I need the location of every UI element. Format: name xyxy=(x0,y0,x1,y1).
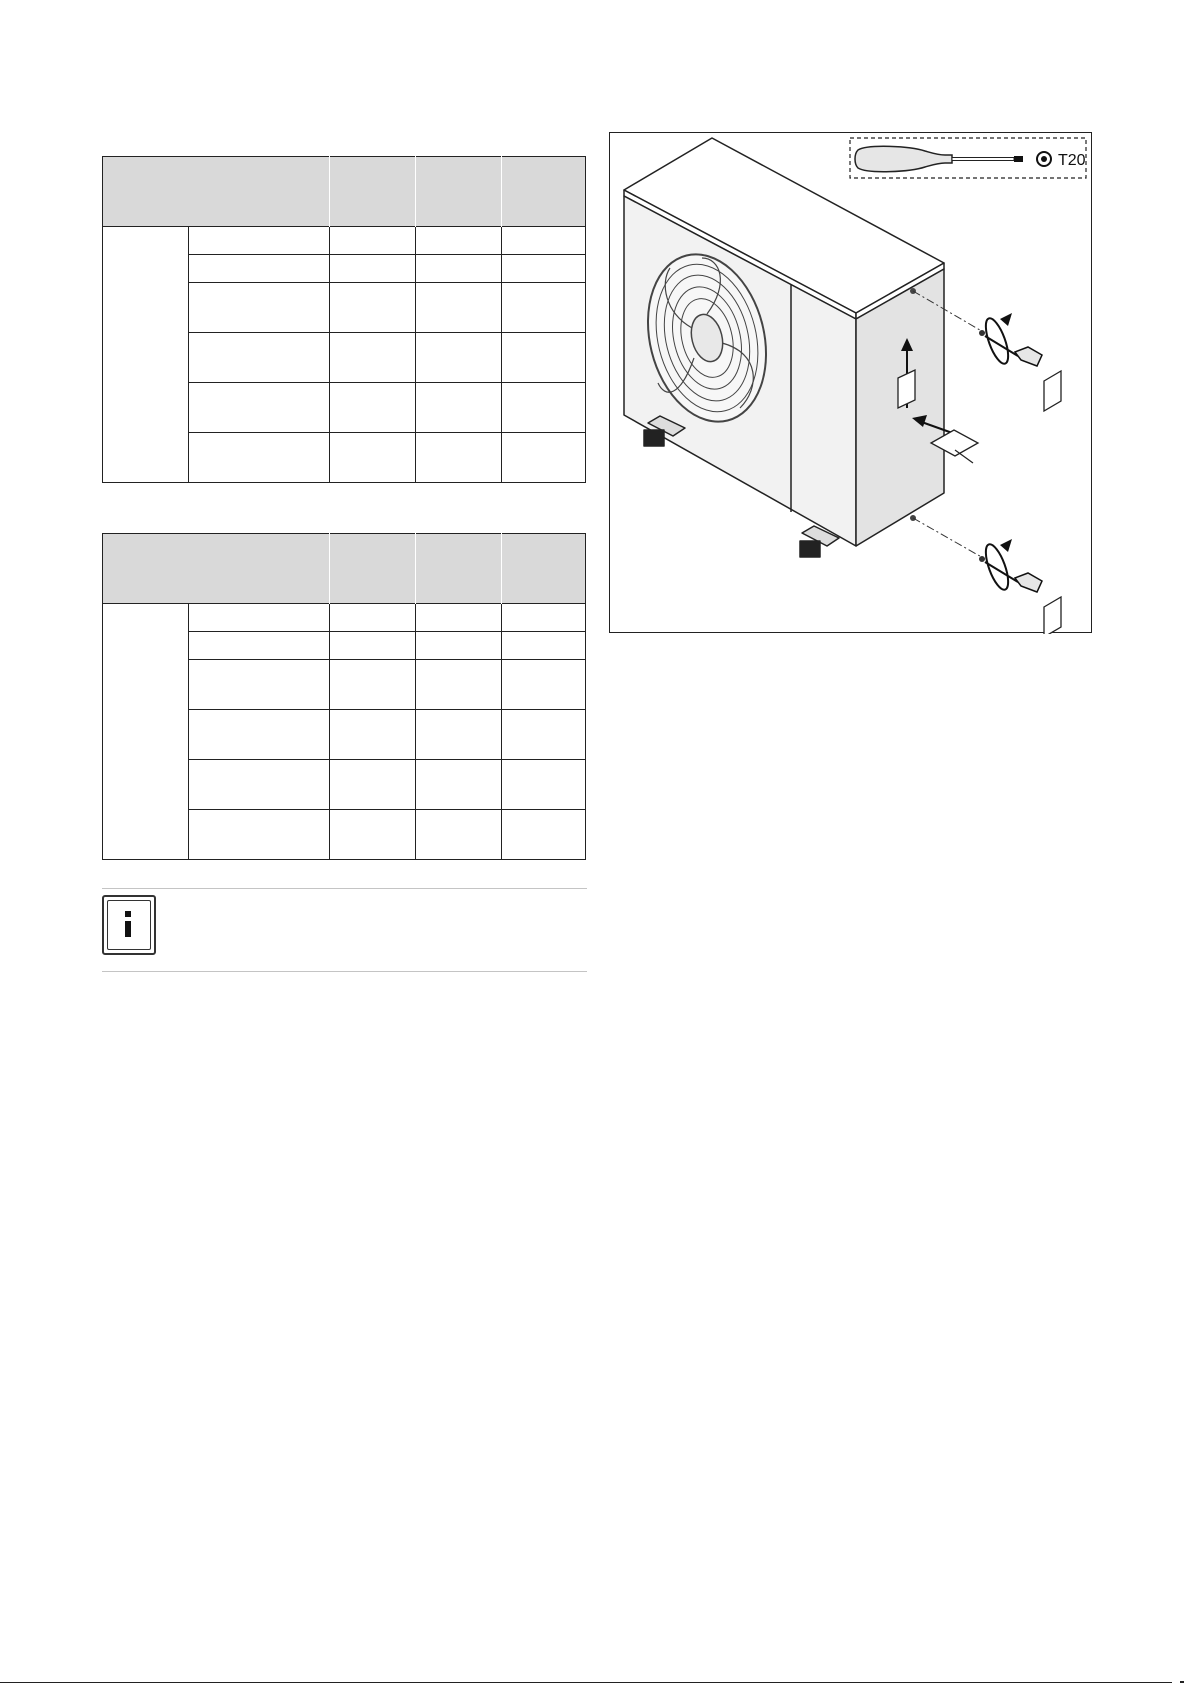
table-cell xyxy=(416,227,502,255)
table-cell xyxy=(189,227,330,255)
table-cell xyxy=(416,383,502,433)
group-cell xyxy=(103,604,189,860)
table-header-row xyxy=(103,534,586,604)
table-cell xyxy=(502,660,586,710)
tool-box xyxy=(850,138,1086,178)
table-cell xyxy=(416,760,502,810)
table-cell xyxy=(189,255,330,283)
header-cell xyxy=(416,534,502,604)
table-header-row xyxy=(103,157,586,227)
table-cell xyxy=(502,810,586,860)
info-icon xyxy=(102,895,156,955)
torx-screwdriver-icon xyxy=(855,146,1023,171)
table-cell xyxy=(330,283,416,333)
table-cell xyxy=(416,255,502,283)
table-cell xyxy=(502,433,586,483)
table-cell xyxy=(189,660,330,710)
table-cell xyxy=(189,283,330,333)
header-cell xyxy=(103,534,330,604)
footer-tick xyxy=(1180,1681,1184,1683)
table-cell xyxy=(416,660,502,710)
table-cell xyxy=(189,760,330,810)
data-table-2 xyxy=(102,533,586,860)
header-cell xyxy=(330,157,416,227)
table-cell xyxy=(189,333,330,383)
table-cell xyxy=(502,710,586,760)
table-cell xyxy=(189,710,330,760)
screwdriver-bottom-icon xyxy=(979,539,1042,592)
table-cell xyxy=(416,604,502,632)
table-cell xyxy=(330,760,416,810)
group-cell xyxy=(103,227,189,483)
table-cell xyxy=(330,632,416,660)
header-cell xyxy=(416,157,502,227)
table-cell xyxy=(330,227,416,255)
table-cell xyxy=(416,283,502,333)
table-cell xyxy=(189,383,330,433)
table-cell xyxy=(502,283,586,333)
table-cell xyxy=(330,710,416,760)
header-cell xyxy=(330,534,416,604)
table-cell xyxy=(416,810,502,860)
table-cell xyxy=(189,433,330,483)
table-cell xyxy=(330,433,416,483)
screwdriver-top-icon xyxy=(979,313,1042,366)
heat-pump-panel-removal-figure xyxy=(609,132,1092,633)
table-cell xyxy=(330,383,416,433)
table-cell xyxy=(502,383,586,433)
table-cell xyxy=(330,604,416,632)
table-cell xyxy=(330,660,416,710)
header-cell xyxy=(502,157,586,227)
table-cell xyxy=(416,433,502,483)
table-cell xyxy=(330,333,416,383)
table-cell xyxy=(502,255,586,283)
tool-label: T20 xyxy=(1058,152,1086,169)
torx-bit-icon xyxy=(1037,152,1051,166)
table-cell xyxy=(330,810,416,860)
table-row xyxy=(103,604,586,632)
table-cell xyxy=(416,333,502,383)
info-note xyxy=(102,888,587,972)
table-cell xyxy=(416,710,502,760)
header-cell xyxy=(103,157,330,227)
table-cell xyxy=(502,333,586,383)
table-cell xyxy=(502,760,586,810)
header-cell xyxy=(502,534,586,604)
footer-rule xyxy=(0,1682,1172,1683)
unit-illustration xyxy=(610,133,1093,634)
table-cell xyxy=(330,255,416,283)
table-cell xyxy=(502,227,586,255)
table-row xyxy=(103,227,586,255)
table-cell xyxy=(189,632,330,660)
table-cell xyxy=(189,604,330,632)
data-table-1 xyxy=(102,156,586,483)
table-cell xyxy=(189,810,330,860)
table-cell xyxy=(416,632,502,660)
table-cell xyxy=(502,632,586,660)
table-cell xyxy=(502,604,586,632)
